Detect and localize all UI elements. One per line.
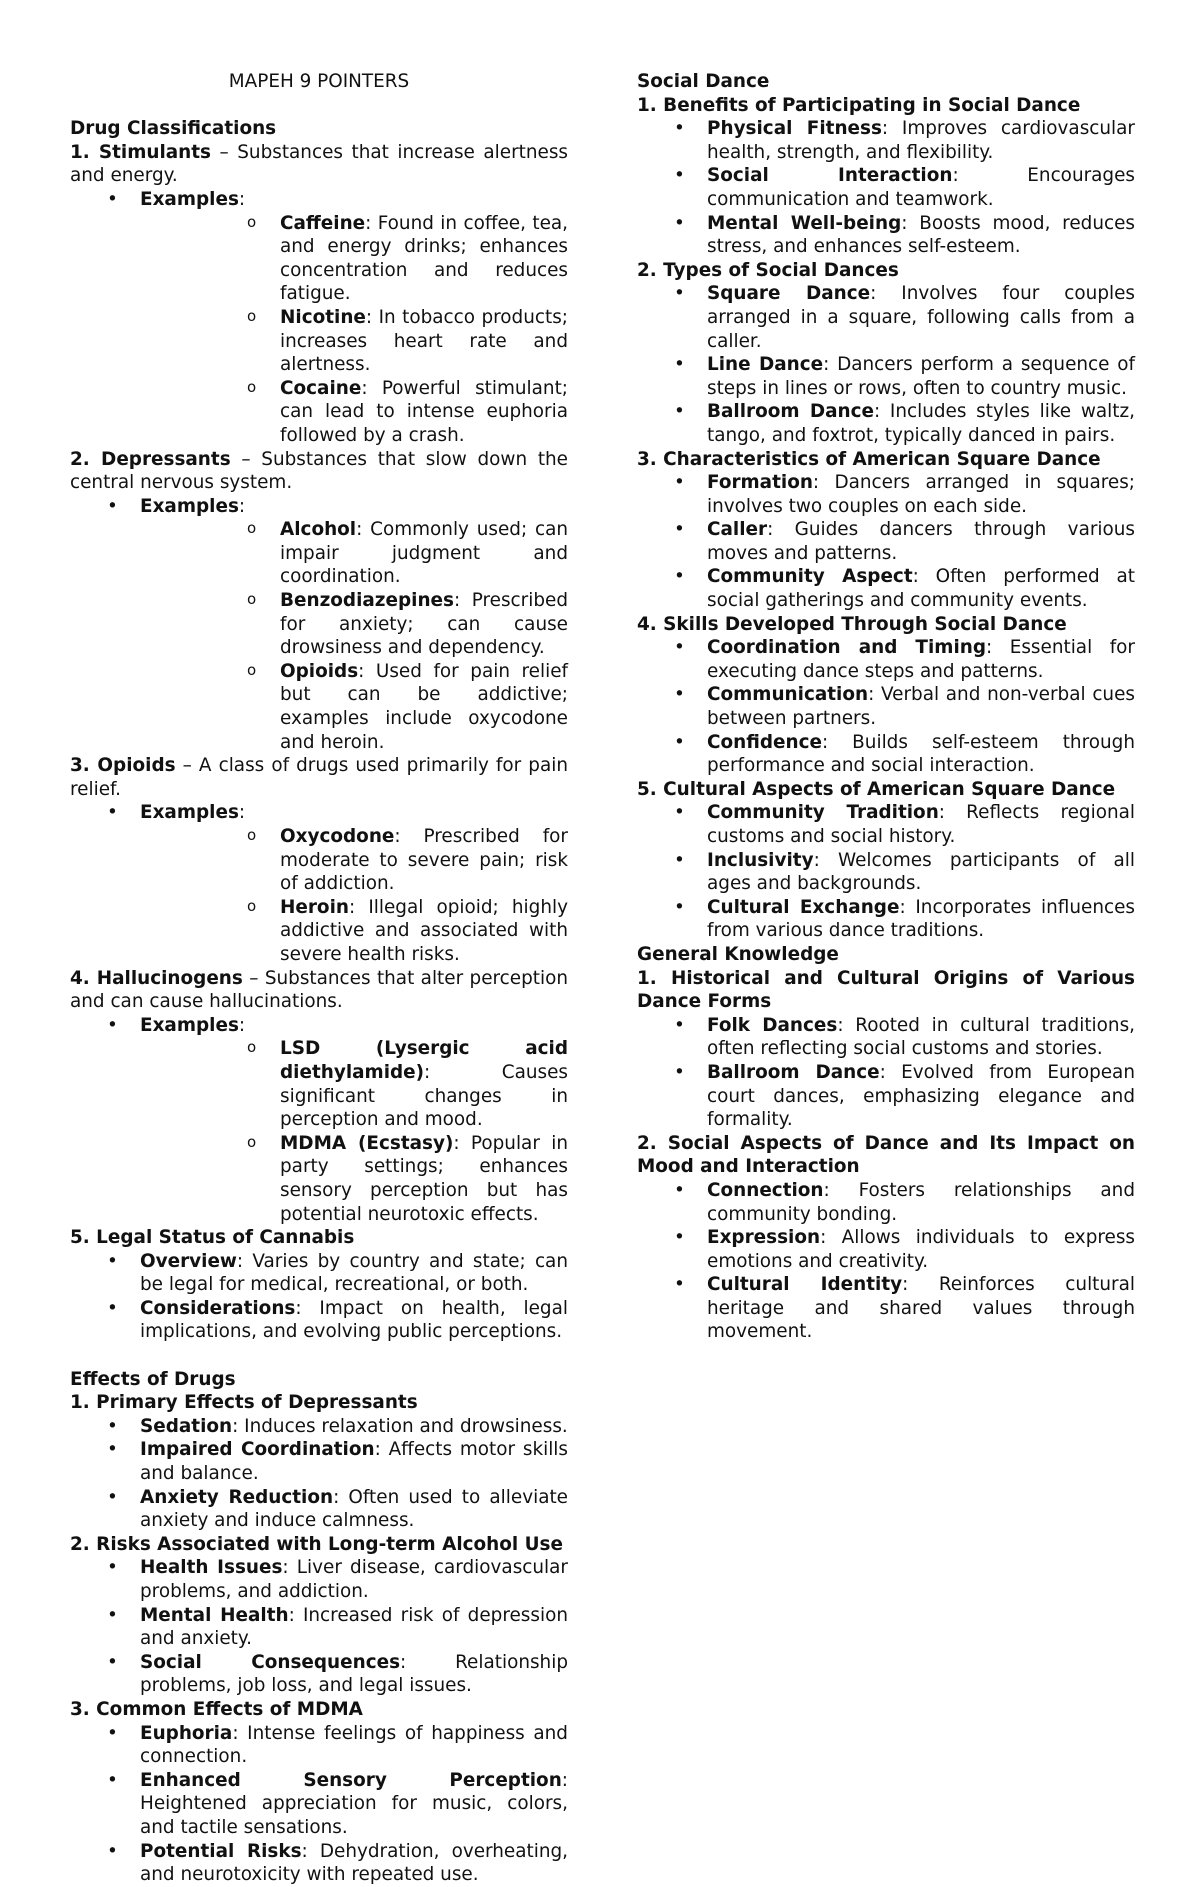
bullet-term: Square Dance bbox=[707, 283, 871, 305]
topic-3-characteristics-of-american-square-dance bbox=[637, 448, 1135, 472]
bullet-term: Communication bbox=[707, 684, 869, 706]
bullet-text: : Fosters relationships and community bonding. bbox=[707, 1179, 1135, 1225]
topic-number-title: 3. Opioids bbox=[70, 755, 176, 777]
bullet-item-inclusivity bbox=[637, 849, 1135, 896]
bullet-term: Examples bbox=[140, 495, 239, 517]
bullet-term: Community Aspect bbox=[707, 566, 913, 588]
bullet-item-line-dance bbox=[637, 353, 1135, 400]
bullet-term: Examples bbox=[140, 1014, 239, 1036]
bullet-term: Considerations bbox=[140, 1297, 296, 1319]
bullet-item-considerations bbox=[70, 1297, 568, 1344]
bullet-item-expression bbox=[637, 1226, 1135, 1273]
sub-text: : Causes significant changes in perception and mood. bbox=[280, 1061, 568, 1131]
sub-bullet-list bbox=[140, 518, 568, 754]
bullet-item-social-interaction bbox=[637, 164, 1135, 211]
bullet-term: Physical Fitness bbox=[707, 118, 882, 140]
left-column bbox=[70, 70, 568, 1887]
bullet-list bbox=[637, 636, 1135, 778]
bullet-item-examples bbox=[70, 495, 568, 755]
bullet-text: : Intense feelings of happiness and connection. bbox=[140, 1722, 568, 1768]
bullet-item-mental-well-being bbox=[637, 212, 1135, 259]
sub-text: : Prescribed for anxiety; can cause drowsiness and dependency. bbox=[280, 590, 568, 659]
bullet-term: Ballroom Dance bbox=[707, 401, 874, 423]
topic-1-historical-and-cultural-origins-of-various-dance-forms bbox=[637, 967, 1135, 1014]
bullet-text: : Builds self-esteem through performance and social interaction. bbox=[707, 731, 1135, 777]
sub-item-alcohol bbox=[140, 518, 568, 589]
bullet-term: Mental Health bbox=[140, 1604, 289, 1626]
sub-text: : Found in coffee, tea, and energy drinks; enhances concentration and reduces fatigue. bbox=[280, 212, 568, 305]
bullet-text: : bbox=[238, 495, 246, 517]
bullet-item-cultural-exchange bbox=[637, 896, 1135, 943]
page-title: MAPEH 9 POINTERS bbox=[228, 71, 410, 92]
topic-1-benefits-of-participating-in-social-dance bbox=[637, 94, 1135, 118]
bullet-text: : Dehydration, overheating, and neurotoxicity with repeated use. bbox=[140, 1840, 568, 1886]
bullet-text: : Involves four couples arranged in a square, following calls from a caller. bbox=[707, 283, 1135, 352]
bullet-text: : Guides dancers through various moves and patterns. bbox=[707, 519, 1135, 564]
bullet-item-ballroom-dance bbox=[637, 1061, 1135, 1132]
sub-item-heroin bbox=[140, 896, 568, 967]
bullet-term: Potential Risks bbox=[140, 1840, 302, 1862]
section-heading-drug-classifications: Drug Classifications bbox=[70, 118, 277, 140]
topic-4-hallucinogens bbox=[70, 967, 568, 1014]
bullet-text: : Evolved from European court dances, emphasizing elegance and formality. bbox=[707, 1061, 1135, 1131]
sub-bullet-list bbox=[140, 1037, 568, 1226]
bullet-list bbox=[637, 471, 1135, 613]
bullet-text: : Dancers arranged in squares; involves two couples on each side. bbox=[707, 472, 1135, 517]
bullet-text: : Reinforces cultural heritage and shared values through movement. bbox=[707, 1274, 1135, 1343]
sub-text: : Prescribed for moderate to severe pain; risk of addiction. bbox=[280, 826, 568, 895]
bullet-item-cultural-identity bbox=[637, 1273, 1135, 1344]
topic-number-title: 4. Hallucinogens bbox=[70, 967, 243, 989]
bullet-item-euphoria bbox=[70, 1722, 568, 1769]
bullet-text: : Heightened appreciation for music, colors, and tactile sensations. bbox=[140, 1769, 568, 1838]
sub-text: : Powerful stimulant; can lead to intense euphoria followed by a crash. bbox=[280, 377, 568, 446]
bullet-item-examples bbox=[70, 1014, 568, 1226]
topic-number-title: 2. Types of Social Dances bbox=[637, 259, 899, 281]
topic-1-stimulants bbox=[70, 141, 568, 188]
bullet-term: Confidence bbox=[707, 731, 822, 753]
sub-text: : Illegal opioid; highly addictive and associated with severe health risks. bbox=[280, 896, 568, 965]
bullet-text: : Often performed at social gatherings and community events. bbox=[707, 566, 1135, 612]
bullet-term: Cultural Identity bbox=[707, 1274, 903, 1296]
bullet-item-community-aspect bbox=[637, 565, 1135, 612]
sub-term: Nicotine bbox=[280, 306, 366, 328]
bullet-term: Cultural Exchange bbox=[707, 896, 900, 918]
bullet-term: Sedation bbox=[140, 1415, 233, 1437]
sub-term: Opioids bbox=[280, 660, 359, 682]
topic-2-social-aspects-of-dance-and-its-impact-on-mood-and-interaction bbox=[637, 1132, 1135, 1179]
bullet-list bbox=[637, 282, 1135, 447]
sub-text: : In tobacco products; increases heart rate and alertness. bbox=[280, 306, 568, 376]
bullet-term: Examples bbox=[140, 802, 239, 824]
topic-description: – A class of drugs used primarily for pain relief. bbox=[70, 755, 569, 800]
section-heading-effects-of-drugs: Effects of Drugs bbox=[70, 1368, 236, 1390]
topic-number-title: 5. Cultural Aspects of American Square Dance bbox=[637, 778, 1116, 800]
bullet-item-examples bbox=[70, 801, 568, 966]
bullet-term: Inclusivity bbox=[707, 849, 814, 871]
topic-3-common-effects-of-mdma bbox=[70, 1698, 568, 1722]
bullet-term: Social Interaction bbox=[707, 165, 953, 187]
bullet-list bbox=[70, 1250, 568, 1344]
bullet-text: : bbox=[238, 802, 246, 824]
bullet-item-connection bbox=[637, 1179, 1135, 1226]
bullet-list bbox=[637, 801, 1135, 943]
bullet-term: Anxiety Reduction bbox=[140, 1486, 334, 1508]
bullet-text: : Affects motor skills and balance. bbox=[140, 1439, 568, 1485]
topic-3-opioids bbox=[70, 754, 568, 801]
topic-4-skills-developed-through-social-dance bbox=[637, 613, 1135, 637]
bullet-term: Health Issues bbox=[140, 1557, 283, 1579]
sub-item-mdma-ecstasy bbox=[140, 1132, 568, 1226]
bullet-item-examples bbox=[70, 188, 568, 448]
section-heading-social-dance: Social Dance bbox=[637, 71, 770, 92]
bullet-term: Euphoria bbox=[140, 1722, 233, 1744]
bullet-text: : Allows individuals to express emotions and creativity. bbox=[707, 1227, 1135, 1272]
bullet-list bbox=[637, 1014, 1135, 1132]
bullet-text: : Encourages communication and teamwork. bbox=[707, 165, 1135, 210]
bullet-item-overview bbox=[70, 1250, 568, 1297]
bullet-list bbox=[70, 1722, 568, 1887]
bullet-text: : Includes styles like waltz, tango, and foxtrot, typically danced in pairs. bbox=[707, 401, 1135, 446]
bullet-term: Connection bbox=[707, 1179, 824, 1201]
bullet-text: : Rooted in cultural traditions, often reflecting social customs and stories. bbox=[707, 1014, 1135, 1060]
bullet-term: Expression bbox=[707, 1227, 821, 1249]
sub-item-benzodiazepines bbox=[140, 589, 568, 660]
topic-description: – Substances that slow down the central nervous system. bbox=[70, 448, 568, 494]
sub-bullet-list bbox=[140, 212, 568, 448]
sub-item-nicotine bbox=[140, 306, 568, 377]
bullet-text: : Boosts mood, reduces stress, and enhances self-esteem. bbox=[707, 212, 1135, 258]
sub-term: LSD (Lysergic acid diethylamide) bbox=[280, 1038, 568, 1083]
sub-bullet-list bbox=[140, 825, 568, 967]
sub-term: Heroin bbox=[280, 896, 349, 918]
bullet-list bbox=[70, 1415, 568, 1533]
sub-item-oxycodone bbox=[140, 825, 568, 896]
bullet-term: Folk Dances bbox=[707, 1014, 838, 1036]
sub-text: : Popular in party settings; enhances sensory perception but has potential neurotoxic effects. bbox=[280, 1132, 568, 1225]
bullet-text: : Improves cardiovascular health, strength, and flexibility. bbox=[707, 118, 1135, 163]
sub-term: Oxycodone bbox=[280, 826, 395, 847]
topic-number-title: 5. Legal Status of Cannabis bbox=[70, 1227, 355, 1249]
bullet-term: Enhanced Sensory Perception bbox=[140, 1769, 562, 1791]
bullet-text: : Relationship problems, job loss, and legal issues. bbox=[140, 1651, 568, 1697]
topic-number-title: 3. Common Effects of MDMA bbox=[70, 1698, 363, 1720]
bullet-text: : Often used to alleviate anxiety and induce calmness. bbox=[140, 1486, 568, 1532]
spacer bbox=[70, 94, 568, 118]
topic-2-depressants bbox=[70, 448, 568, 495]
bullet-list bbox=[70, 495, 568, 755]
topic-number-title: 1. Stimulants bbox=[70, 141, 211, 163]
topic-2-risks-associated-with-long-term-alcohol-use bbox=[70, 1533, 568, 1557]
bullet-list bbox=[70, 188, 568, 448]
topic-number-title: 2. Social Aspects of Dance and Its Impact on Mood and Interaction bbox=[637, 1132, 1135, 1178]
topic-number-title: 3. Characteristics of American Square Dance bbox=[637, 448, 1101, 470]
bullet-list bbox=[70, 1014, 568, 1226]
bullet-term: Line Dance bbox=[707, 354, 824, 376]
right-column bbox=[637, 70, 1135, 1344]
bullet-item-social-consequences bbox=[70, 1651, 568, 1698]
sub-term: Benzodiazepines bbox=[280, 590, 454, 612]
bullet-text: : Verbal and non-verbal cues between partners. bbox=[707, 684, 1135, 730]
sub-item-lsd-lysergic-acid-diethylamide bbox=[140, 1037, 568, 1131]
sub-text: : Commonly used; can impair judgment and coordination. bbox=[280, 519, 568, 588]
topic-number-title: 1. Primary Effects of Depressants bbox=[70, 1392, 418, 1414]
bullet-text: : Varies by country and state; can be legal for medical, recreational, or both. bbox=[140, 1250, 568, 1296]
bullet-term: Impaired Coordination bbox=[140, 1439, 375, 1461]
topic-description: – Substances that increase alertness and energy. bbox=[70, 141, 568, 187]
topic-1-primary-effects-of-depressants bbox=[70, 1391, 568, 1415]
bullet-item-confidence bbox=[637, 731, 1135, 778]
bullet-term: Coordination and Timing bbox=[707, 637, 987, 659]
bullet-item-coordination-and-timing bbox=[637, 636, 1135, 683]
bullet-item-communication bbox=[637, 683, 1135, 730]
bullet-text: : Essential for executing dance steps and patterns. bbox=[707, 637, 1135, 682]
bullet-term: Formation bbox=[707, 472, 813, 494]
bullet-item-square-dance bbox=[637, 282, 1135, 353]
bullet-term: Community Tradition bbox=[707, 802, 939, 824]
sub-term: MDMA (Ecstasy) bbox=[280, 1132, 454, 1154]
topic-number-title: 1. Historical and Cultural Origins of Various Dance Forms bbox=[637, 967, 1135, 1013]
bullet-term: Ballroom Dance bbox=[707, 1061, 880, 1083]
topic-number-title: 2. Depressants bbox=[70, 448, 231, 470]
bullet-item-physical-fitness bbox=[637, 117, 1135, 164]
bullet-text: : Welcomes participants of all ages and backgrounds. bbox=[707, 849, 1135, 895]
bullet-term: Social Consequences bbox=[140, 1651, 401, 1673]
bullet-text: : Dancers perform a sequence of steps in lines or rows, often to country music. bbox=[707, 354, 1135, 399]
bullet-item-sedation bbox=[70, 1415, 568, 1439]
bullet-item-impaired-coordination bbox=[70, 1438, 568, 1485]
bullet-item-anxiety-reduction bbox=[70, 1486, 568, 1533]
sub-item-cocaine bbox=[140, 377, 568, 448]
bullet-text: : Incorporates influences from various dance traditions. bbox=[707, 896, 1135, 942]
bullet-item-health-issues bbox=[70, 1556, 568, 1603]
bullet-term: Caller bbox=[707, 519, 768, 541]
bullet-item-caller bbox=[637, 518, 1135, 565]
bullet-item-community-tradition bbox=[637, 801, 1135, 848]
topic-number-title: 1. Benefits of Participating in Social Dance bbox=[637, 94, 1081, 116]
bullet-term: Overview bbox=[140, 1250, 237, 1272]
topic-5-legal-status-of-cannabis bbox=[70, 1226, 568, 1250]
bullet-list bbox=[637, 117, 1135, 259]
topic-5-cultural-aspects-of-american-square-dance bbox=[637, 778, 1135, 802]
bullet-term: Mental Well-being bbox=[707, 212, 902, 234]
bullet-term: Examples bbox=[140, 188, 239, 210]
topic-description: – Substances that alter perception and can cause hallucinations. bbox=[70, 967, 569, 1013]
bullet-item-enhanced-sensory-perception bbox=[70, 1769, 568, 1840]
bullet-item-formation bbox=[637, 471, 1135, 518]
bullet-item-ballroom-dance bbox=[637, 400, 1135, 447]
bullet-text: : Liver disease, cardiovascular problems, and addiction. bbox=[140, 1557, 568, 1602]
bullet-list bbox=[637, 1179, 1135, 1344]
sub-term: Caffeine bbox=[280, 212, 366, 234]
sub-term: Alcohol bbox=[280, 519, 357, 541]
topic-2-types-of-social-dances bbox=[637, 259, 1135, 283]
bullet-text: : Impact on health, legal implications, and evolving public perceptions. bbox=[140, 1297, 568, 1343]
bullet-text: : Increased risk of depression and anxiety. bbox=[140, 1604, 568, 1650]
topic-number-title: 2. Risks Associated with Long-term Alcohol Use bbox=[70, 1533, 563, 1555]
bullet-list bbox=[70, 1556, 568, 1698]
sub-term: Cocaine bbox=[280, 377, 362, 399]
section-heading-general-knowledge: General Knowledge bbox=[637, 943, 839, 965]
bullet-text: : Reflects regional customs and social history. bbox=[707, 802, 1135, 847]
sub-item-caffeine bbox=[140, 212, 568, 306]
bullet-item-folk-dances bbox=[637, 1014, 1135, 1061]
sub-item-opioids bbox=[140, 660, 568, 754]
bullet-text: : bbox=[238, 1014, 246, 1036]
sub-text: : Used for pain relief but can be addictive; examples include oxycodone and heroin. bbox=[280, 660, 568, 753]
bullet-item-potential-risks bbox=[70, 1840, 568, 1887]
bullet-item-mental-health bbox=[70, 1604, 568, 1651]
bullet-text: : Induces relaxation and drowsiness. bbox=[232, 1415, 568, 1437]
topic-number-title: 4. Skills Developed Through Social Dance bbox=[637, 613, 1067, 635]
section-spacer bbox=[70, 1344, 568, 1368]
bullet-list bbox=[70, 801, 568, 966]
bullet-text: : bbox=[238, 188, 246, 210]
